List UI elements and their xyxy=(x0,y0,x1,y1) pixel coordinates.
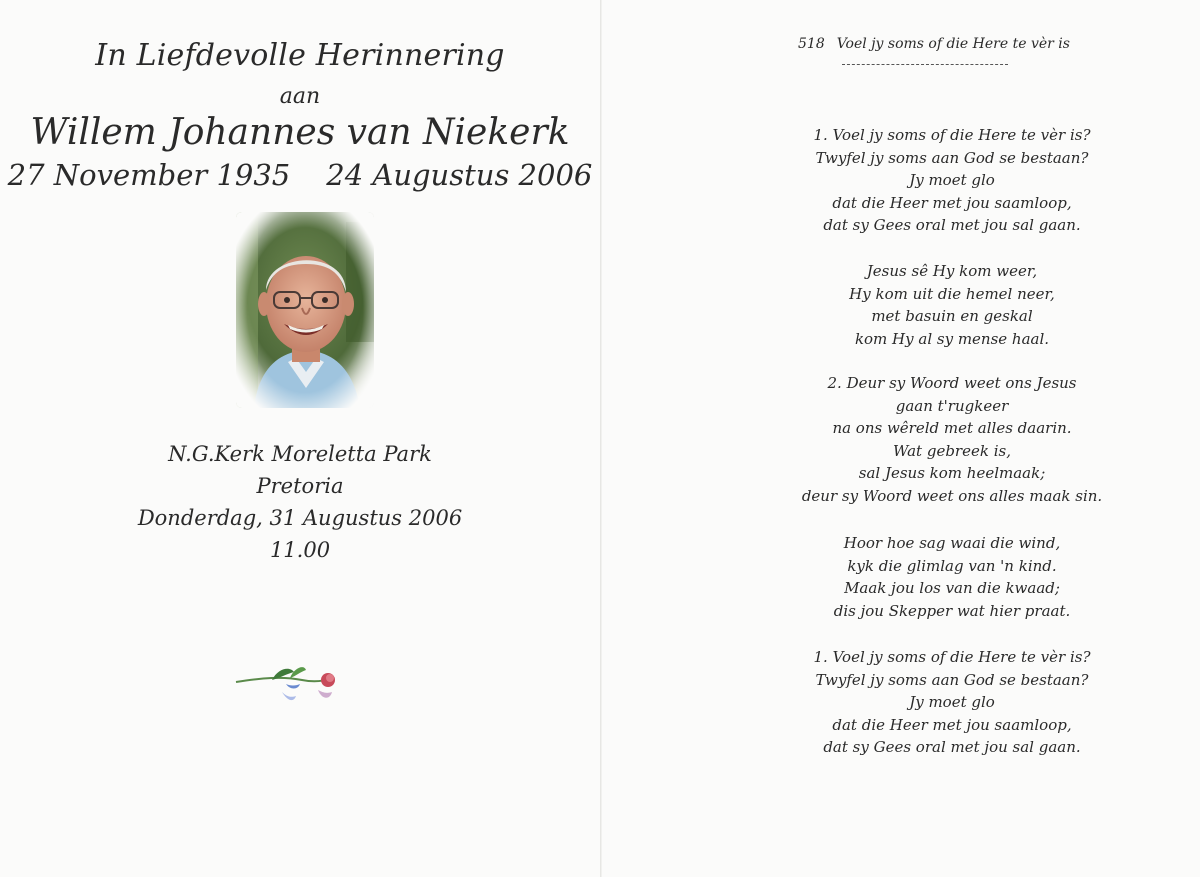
verse-line: kom Hy al sy mense haal. xyxy=(854,329,1050,348)
portrait-photo xyxy=(236,212,374,408)
deceased-name: Willem Johannes van Niekerk xyxy=(30,112,570,153)
verse-line: 2. Deur sy Woord weet ons Jesus xyxy=(827,374,1077,392)
verse-line: Hy kom uit die hemel neer, xyxy=(849,284,1055,303)
verse-line: deur sy Woord weet ons alles maak sin. xyxy=(801,486,1103,505)
verse-line: Twyfel jy soms aan God se bestaan? xyxy=(815,148,1089,167)
service-date: Donderdag, 31 Augustus 2006 xyxy=(137,506,463,530)
service-church: N.G.Kerk Moreletta Park xyxy=(168,442,432,466)
hymn-header xyxy=(798,36,1070,52)
verse-line: 1. Voel jy soms of die Here te vèr is? xyxy=(813,648,1091,666)
birth-date: 27 November 1935 xyxy=(7,158,291,192)
aan-text: aan xyxy=(279,84,321,109)
chorus-2 xyxy=(702,532,1200,622)
hymn-divider xyxy=(842,64,1008,65)
verse-line: dis jou Skepper wat hier praat. xyxy=(833,601,1071,620)
verse-2 xyxy=(702,372,1200,508)
right-page xyxy=(602,0,1200,877)
verse-line: dat die Heer met jou saamloop, xyxy=(832,715,1072,734)
death-date: 24 Augustus 2006 xyxy=(326,158,593,192)
verse-line: Hoor hoe sag waai die wind, xyxy=(843,534,1061,552)
verse-line: gaan t'rugkeer xyxy=(895,396,1009,415)
verse-line: Wat gebreek is, xyxy=(893,441,1011,460)
memorial-heading: In Liefdevolle Herinnering xyxy=(95,38,505,73)
service-time: 11.00 xyxy=(269,538,331,562)
verse-line: met basuin en geskal xyxy=(871,307,1033,326)
verse-line: Maak jou los van die kwaad; xyxy=(844,579,1060,598)
verse-line: dat die Heer met jou saamloop, xyxy=(832,193,1072,212)
hymn-number: 518 xyxy=(798,36,825,52)
hymn-title: Voel jy soms of die Here te vèr is xyxy=(836,36,1070,52)
verse-line: Jy moet glo xyxy=(909,693,995,712)
verse-1-repeat xyxy=(702,646,1200,759)
verse-line: sal Jesus kom heelmaak; xyxy=(858,464,1046,483)
verse-line: dat sy Gees oral met jou sal gaan. xyxy=(823,738,1081,757)
rose-icon xyxy=(232,660,348,712)
verse-line: na ons wêreld met alles daarin. xyxy=(832,419,1072,438)
life-dates xyxy=(0,158,600,192)
verse-line: Jesus sê Hy kom weer, xyxy=(866,262,1038,280)
verse-line: Twyfel jy soms aan God se bestaan? xyxy=(815,670,1089,689)
verse-line: dat sy Gees oral met jou sal gaan. xyxy=(823,216,1081,235)
verse-line: kyk die glimlag van 'n kind. xyxy=(847,556,1057,575)
verse-1 xyxy=(702,124,1200,237)
verse-line: Jy moet glo xyxy=(909,171,995,190)
verse-line: 1. Voel jy soms of die Here te vèr is? xyxy=(813,126,1091,144)
chorus-1 xyxy=(702,260,1200,350)
service-city: Pretoria xyxy=(256,474,344,498)
